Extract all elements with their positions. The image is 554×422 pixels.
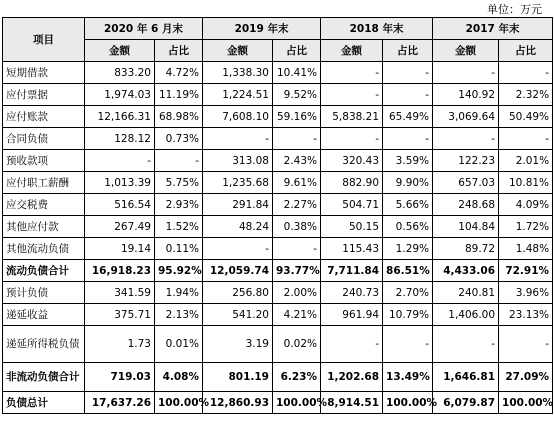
row-label: 预计负债	[3, 282, 85, 304]
amount-cell: 17,637.26	[85, 392, 155, 414]
ratio-cell: 9.90%	[383, 172, 433, 194]
amount-cell: 5,838.21	[321, 106, 383, 128]
amount-cell: 375.71	[85, 304, 155, 326]
table-body	[3, 62, 553, 414]
amount-cell: 12,166.31	[85, 106, 155, 128]
amount-cell: -	[321, 128, 383, 150]
amount-cell: -	[203, 128, 273, 150]
ratio-cell: 4.09%	[499, 194, 553, 216]
ratio-cell: 50.49%	[499, 106, 553, 128]
amount-cell: 291.84	[203, 194, 273, 216]
amount-cell: 3.19	[203, 326, 273, 363]
ratio-cell: 5.75%	[155, 172, 203, 194]
ratio-cell: -	[273, 128, 321, 150]
amount-cell: 516.54	[85, 194, 155, 216]
ratio-cell: 1.29%	[383, 238, 433, 260]
unit-label: 单位：万元	[487, 3, 542, 16]
amount-cell: 240.81	[433, 282, 499, 304]
table-row	[3, 106, 553, 128]
ratio-cell: 100.00%	[155, 392, 203, 414]
ratio-cell: 2.32%	[499, 84, 553, 106]
amount-cell: 12,860.93	[203, 392, 273, 414]
header-item: 项目	[3, 18, 85, 62]
amount-cell: 4,433.06	[433, 260, 499, 282]
ratio-cell: 95.92%	[155, 260, 203, 282]
amount-cell: 104.84	[433, 216, 499, 238]
amount-cell: -	[203, 238, 273, 260]
amount-cell: 541.20	[203, 304, 273, 326]
row-label: 应交税费	[3, 194, 85, 216]
header-ratio: 占比	[499, 40, 553, 62]
ratio-cell: -	[499, 326, 553, 363]
ratio-cell: 3.96%	[499, 282, 553, 304]
ratio-cell: 93.77%	[273, 260, 321, 282]
table-row	[3, 84, 553, 106]
amount-cell: 1,646.81	[433, 363, 499, 392]
table-row	[3, 326, 553, 363]
amount-cell: 12,059.74	[203, 260, 273, 282]
ratio-cell: -	[383, 62, 433, 84]
amount-cell: 248.68	[433, 194, 499, 216]
amount-cell: -	[433, 62, 499, 84]
ratio-cell: 2.13%	[155, 304, 203, 326]
amount-cell: 1,406.00	[433, 304, 499, 326]
header-amount: 金额	[433, 40, 499, 62]
row-label: 递延收益	[3, 304, 85, 326]
header-year-2017: 2017 年末	[433, 18, 553, 40]
row-label: 其他应付款	[3, 216, 85, 238]
table-row	[3, 194, 553, 216]
amount-cell: 7,711.84	[321, 260, 383, 282]
ratio-cell: -	[383, 128, 433, 150]
amount-cell: 3,069.64	[433, 106, 499, 128]
table-row	[3, 238, 553, 260]
header-amount: 金额	[203, 40, 273, 62]
table-row	[3, 392, 553, 414]
ratio-cell: -	[383, 84, 433, 106]
table-row	[3, 62, 553, 84]
row-label: 其他流动负债	[3, 238, 85, 260]
ratio-cell: 0.56%	[383, 216, 433, 238]
ratio-cell: 1.94%	[155, 282, 203, 304]
ratio-cell: 6.23%	[273, 363, 321, 392]
table-row	[3, 363, 553, 392]
row-label: 合同负债	[3, 128, 85, 150]
ratio-cell: 72.91%	[499, 260, 553, 282]
ratio-cell: 13.49%	[383, 363, 433, 392]
ratio-cell: 5.66%	[383, 194, 433, 216]
ratio-cell: 0.01%	[155, 326, 203, 363]
ratio-cell: 11.19%	[155, 84, 203, 106]
amount-cell: -	[85, 150, 155, 172]
table-row	[3, 172, 553, 194]
amount-cell: 128.12	[85, 128, 155, 150]
amount-cell: 320.43	[321, 150, 383, 172]
ratio-cell: 65.49%	[383, 106, 433, 128]
amount-cell: 122.23	[433, 150, 499, 172]
row-label: 短期借款	[3, 62, 85, 84]
row-label: 应付账款	[3, 106, 85, 128]
amount-cell: 504.71	[321, 194, 383, 216]
row-label: 递延所得税负债	[3, 326, 85, 363]
table-row	[3, 260, 553, 282]
ratio-cell: 0.73%	[155, 128, 203, 150]
row-label: 非流动负债合计	[3, 363, 85, 392]
amount-cell: 19.14	[85, 238, 155, 260]
ratio-cell: 4.72%	[155, 62, 203, 84]
header-amount: 金额	[85, 40, 155, 62]
table-row	[3, 282, 553, 304]
amount-cell: 833.20	[85, 62, 155, 84]
amount-cell: 8,914.51	[321, 392, 383, 414]
amount-cell: 6,079.87	[433, 392, 499, 414]
amount-cell: -	[433, 326, 499, 363]
ratio-cell: 68.98%	[155, 106, 203, 128]
header-year-2018: 2018 年末	[321, 18, 433, 40]
amount-cell: 1,202.68	[321, 363, 383, 392]
amount-cell: 1,013.39	[85, 172, 155, 194]
ratio-cell: 2.01%	[499, 150, 553, 172]
amount-cell: -	[321, 84, 383, 106]
row-label: 预收款项	[3, 150, 85, 172]
ratio-cell: 4.08%	[155, 363, 203, 392]
ratio-cell: 9.61%	[273, 172, 321, 194]
ratio-cell: 0.38%	[273, 216, 321, 238]
ratio-cell: 100.00%	[383, 392, 433, 414]
ratio-cell: 2.70%	[383, 282, 433, 304]
ratio-cell: 10.81%	[499, 172, 553, 194]
amount-cell: 256.80	[203, 282, 273, 304]
liabilities-table	[2, 17, 553, 414]
amount-cell: 140.92	[433, 84, 499, 106]
amount-cell: 657.03	[433, 172, 499, 194]
amount-cell: -	[433, 128, 499, 150]
ratio-cell: 0.11%	[155, 238, 203, 260]
amount-cell: 7,608.10	[203, 106, 273, 128]
ratio-cell: -	[155, 150, 203, 172]
ratio-cell: 3.59%	[383, 150, 433, 172]
amount-cell: -	[321, 62, 383, 84]
ratio-cell: 2.43%	[273, 150, 321, 172]
amount-cell: 115.43	[321, 238, 383, 260]
amount-cell: 240.73	[321, 282, 383, 304]
ratio-cell: -	[383, 326, 433, 363]
amount-cell: -	[321, 326, 383, 363]
amount-cell: 961.94	[321, 304, 383, 326]
ratio-cell: 1.48%	[499, 238, 553, 260]
ratio-cell: 9.52%	[273, 84, 321, 106]
amount-cell: 89.72	[433, 238, 499, 260]
header-year-2020h1: 2020 年 6 月末	[85, 18, 203, 40]
amount-cell: 341.59	[85, 282, 155, 304]
row-label: 应付职工薪酬	[3, 172, 85, 194]
row-label: 负债总计	[3, 392, 85, 414]
ratio-cell: 2.93%	[155, 194, 203, 216]
amount-cell: 267.49	[85, 216, 155, 238]
amount-cell: 1,224.51	[203, 84, 273, 106]
amount-cell: 1,338.30	[203, 62, 273, 84]
ratio-cell: 100.00%	[499, 392, 553, 414]
table-row	[3, 128, 553, 150]
amount-cell: 16,918.23	[85, 260, 155, 282]
header-amount: 金额	[321, 40, 383, 62]
amount-cell: 48.24	[203, 216, 273, 238]
amount-cell: 1.73	[85, 326, 155, 363]
header-year-2019: 2019 年末	[203, 18, 321, 40]
row-label: 流动负债合计	[3, 260, 85, 282]
amount-cell: 1,235.68	[203, 172, 273, 194]
table-row	[3, 150, 553, 172]
ratio-cell: 100.00%	[273, 392, 321, 414]
amount-cell: 1,974.03	[85, 84, 155, 106]
header-ratio: 占比	[383, 40, 433, 62]
ratio-cell: 1.52%	[155, 216, 203, 238]
ratio-cell: 10.79%	[383, 304, 433, 326]
ratio-cell: 10.41%	[273, 62, 321, 84]
ratio-cell: 2.27%	[273, 194, 321, 216]
header-ratio: 占比	[155, 40, 203, 62]
ratio-cell: -	[499, 128, 553, 150]
ratio-cell: 23.13%	[499, 304, 553, 326]
ratio-cell: 86.51%	[383, 260, 433, 282]
ratio-cell: 2.00%	[273, 282, 321, 304]
amount-cell: 882.90	[321, 172, 383, 194]
ratio-cell: 4.21%	[273, 304, 321, 326]
amount-cell: 50.15	[321, 216, 383, 238]
amount-cell: 313.08	[203, 150, 273, 172]
ratio-cell: -	[273, 238, 321, 260]
header-ratio: 占比	[273, 40, 321, 62]
ratio-cell: 59.16%	[273, 106, 321, 128]
ratio-cell: -	[499, 62, 553, 84]
amount-cell: 719.03	[85, 363, 155, 392]
table-row	[3, 216, 553, 238]
ratio-cell: 27.09%	[499, 363, 553, 392]
table-row	[3, 304, 553, 326]
ratio-cell: 1.72%	[499, 216, 553, 238]
amount-cell: 801.19	[203, 363, 273, 392]
row-label: 应付票据	[3, 84, 85, 106]
ratio-cell: 0.02%	[273, 326, 321, 363]
